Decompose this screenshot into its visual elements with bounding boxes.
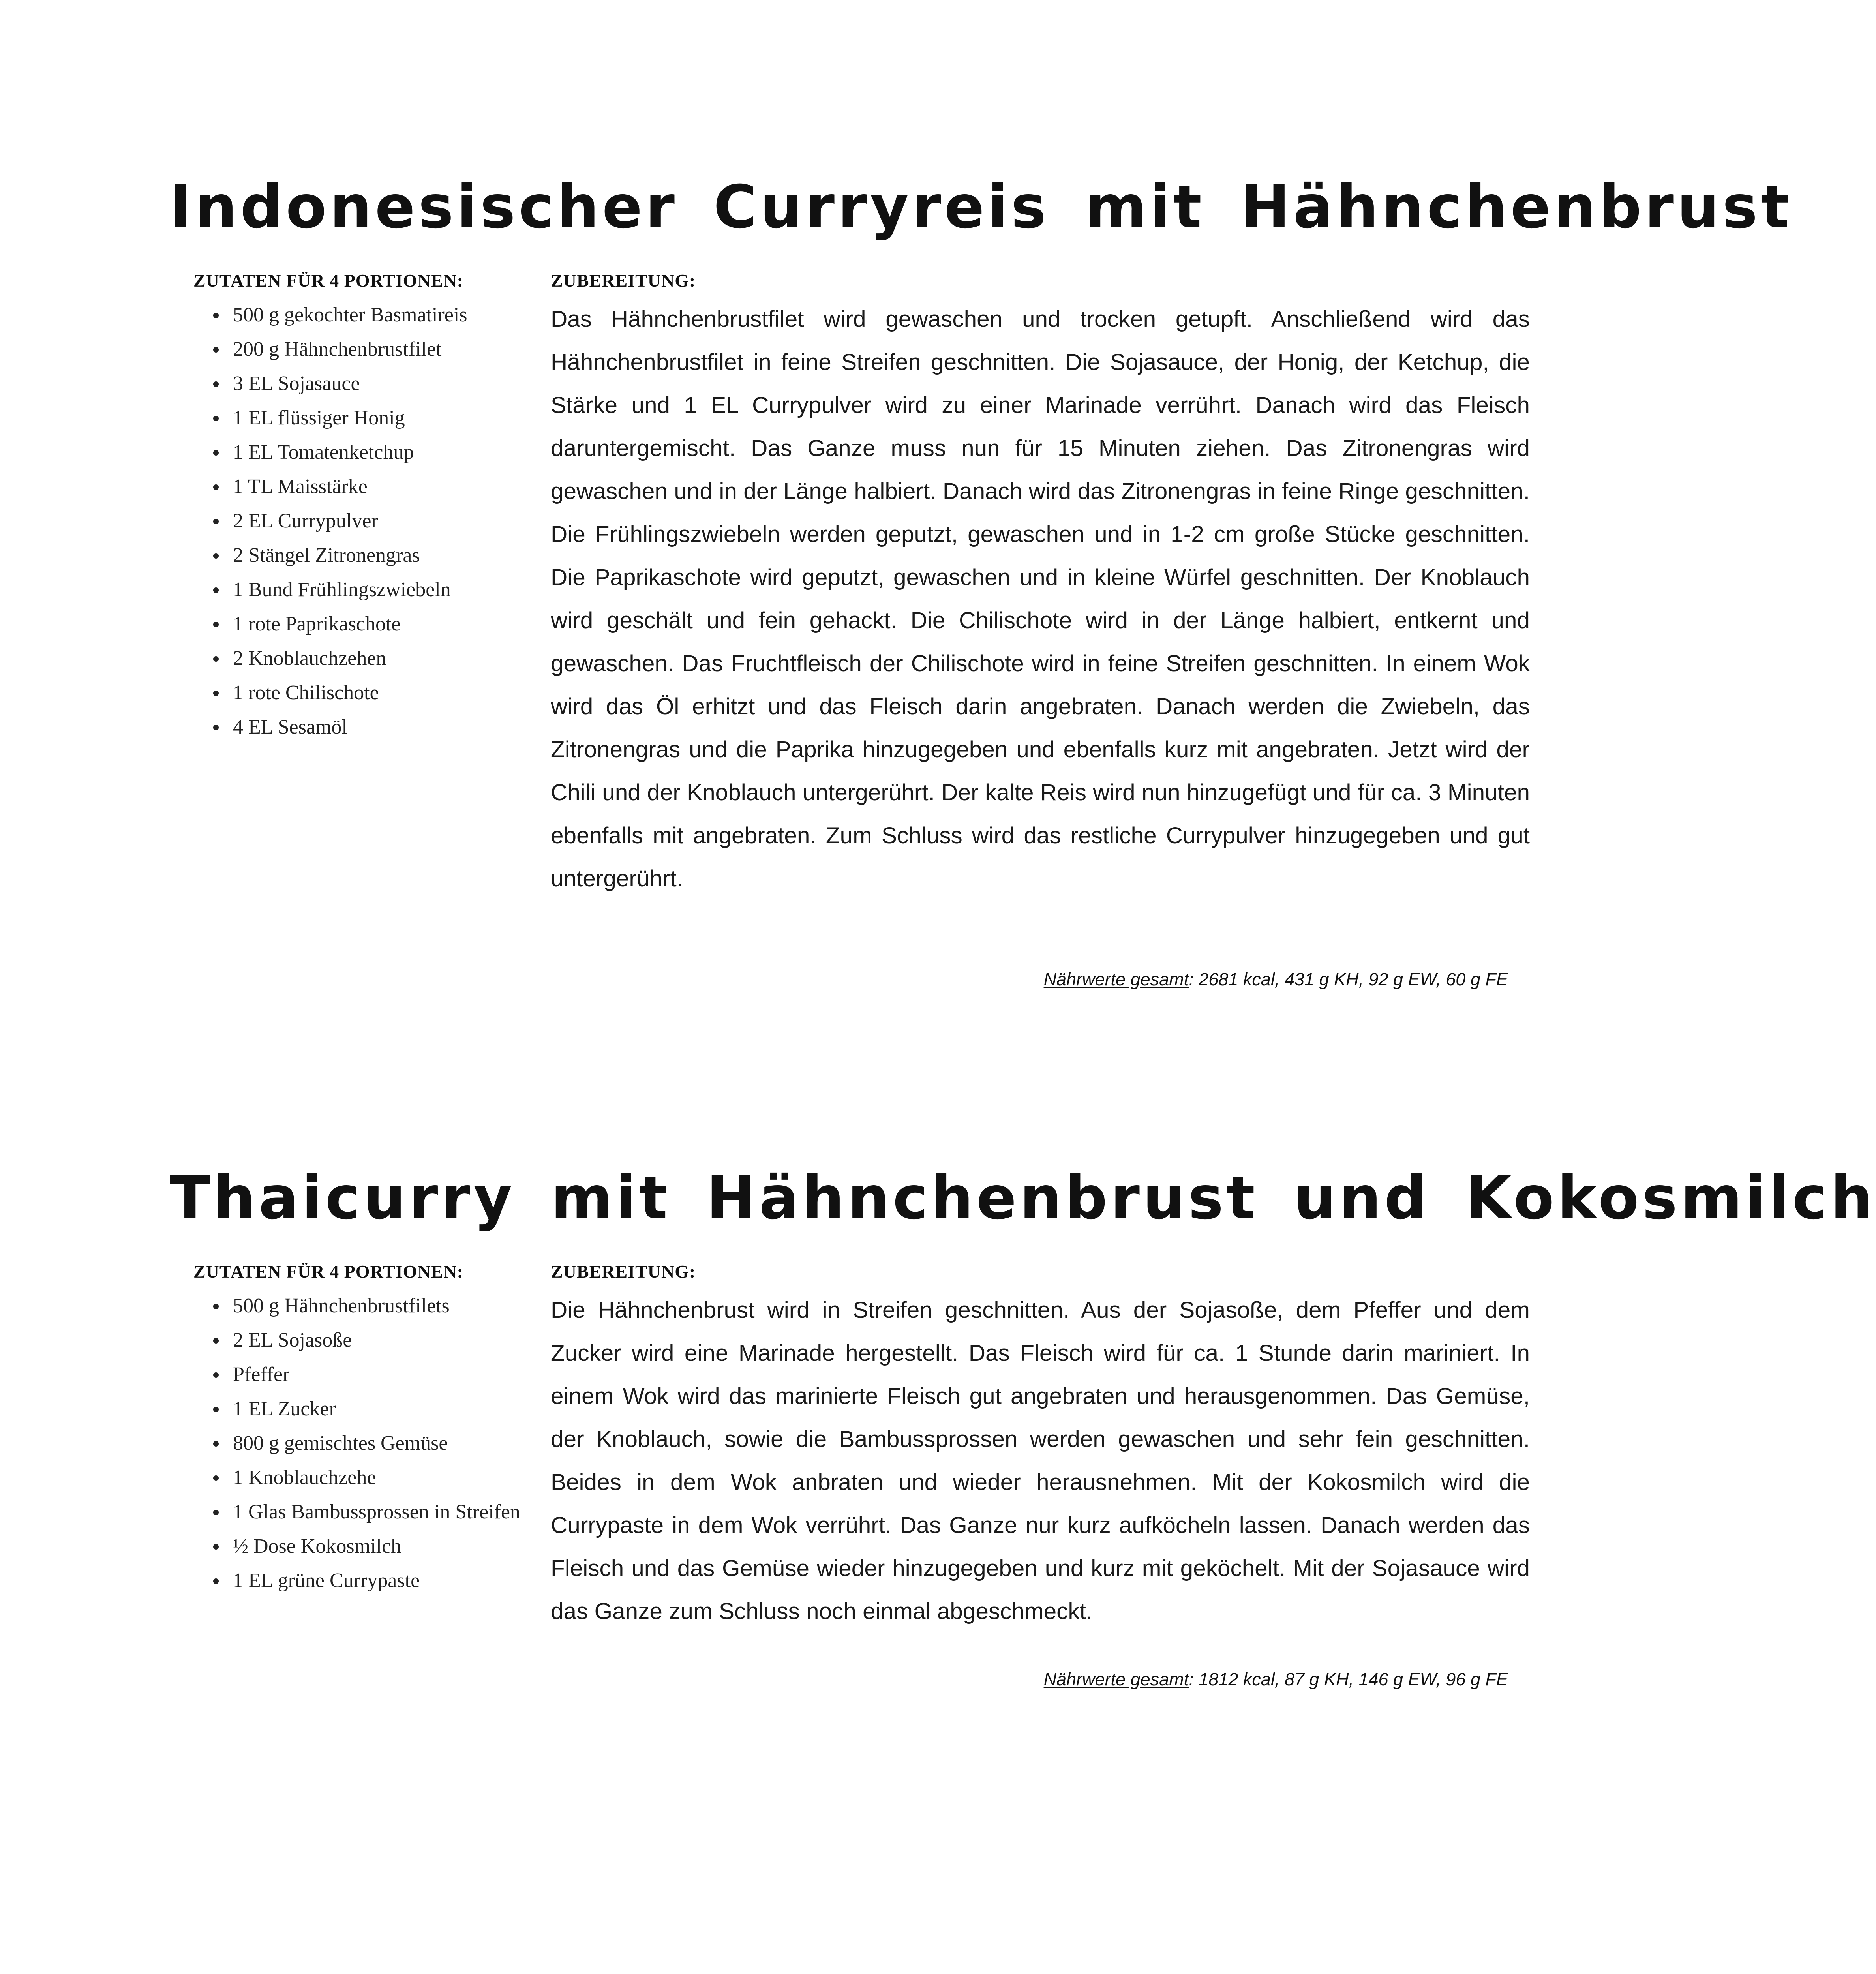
nutrition-label: Nährwerte gesamt	[1043, 1669, 1189, 1689]
preparation-text: Die Hähnchenbrust wird in Streifen geschnitten. Aus der Sojasoße, dem Pfeffer und dem Zucker wird eine Marinade hergestellt. Das Fleisch wird für ca. 1 Stunde darin mariniert. In einem Wok wird das marinierte Fleisch gut angebraten und herausgenommen. Das Gemüse, der Knoblauch, sowie die Bambussprossen werden gewaschen und sehr fein geschnitten. Beides in dem Wok anbraten und wieder herausnehmen. Mit der Kokosmilch wird die Currypaste in dem Wok verrührt. Das Ganze nur kurz aufköcheln lassen. Danach werden das Fleisch und das Gemüse wieder hinzugegeben und kurz mit geköchelt. Mit der Sojasauce wird das Ganze zum Schluss noch einmal abgeschmeckt.	[551, 1297, 1530, 1624]
nutrition-label: Nährwerte gesamt	[1043, 969, 1189, 989]
list-item: 1 Glas Bambussprossen in Streifen	[213, 1495, 521, 1529]
preparation-heading: ZUBEREITUNG:	[551, 1261, 696, 1282]
list-item: 1 EL Zucker	[213, 1392, 521, 1426]
ingredients-section	[193, 272, 521, 744]
list-item: 1 Knoblauchzehe	[213, 1460, 521, 1495]
preparation-heading: ZUBEREITUNG:	[551, 270, 696, 291]
ingredient-list	[193, 298, 521, 744]
ingredients-section	[193, 1263, 521, 1598]
preparation-text: Das Hähnchenbrustfilet wird gewaschen und trocken getupft. Anschließend wird das Hähnchenbrustfilet in feine Streifen geschnitten. Die Sojasauce, der Honig, der Ketchup, die Stärke und 1 EL Currypulver wird zu einer Marinade verrührt. Danach wird das Fleisch daruntergemischt. Das Ganze muss nun für 15 Minuten ziehen. Das Zitronengras wird gewaschen und in der Länge halbiert. Danach wird das Zitronengras in feine Ringe geschnitten. Die Frühlingszwiebeln werden geputzt, gewaschen und in 1-2 cm große Stücke geschnitten. Die Paprikaschote wird geputzt, gewaschen und in kleine Würfel geschnitten. Der Knoblauch wird geschält und fein gehackt. Die Chilischote wird in der Länge halbiert, entkernt und gewaschen. Das Fruchtfleisch der Chilischote wird in feine Streifen geschnitten. In einem Wok wird das Öl erhitzt und das Fleisch darin angebraten. Danach werden die Zwiebeln, das Zitronengras und die Paprika hinzugegeben und ebenfalls kurz mit angebraten. Jetzt wird der Chili und der Knoblauch untergerührt. Der kalte Reis wird nun hinzugefügt und für ca. 3 Minuten ebenfalls mit angebraten. Zum Schluss wird das restliche Currypulver hinzugegeben und gut untergerührt.	[551, 306, 1530, 891]
recipe-title: Thaicurry mit Hähnchenbrust und Kokosmilch	[170, 1164, 1876, 1233]
list-item: 1 EL grüne Currypaste	[213, 1563, 521, 1598]
list-item: 1 EL Tomatenketchup	[213, 435, 521, 469]
preparation-section	[551, 272, 1530, 900]
list-item: 500 g gekochter Basmatireis	[213, 298, 521, 332]
list-item: 2 Stängel Zitronengras	[213, 538, 521, 572]
list-item: 3 EL Sojasauce	[213, 366, 521, 401]
preparation-section	[551, 1263, 1530, 1633]
list-item: 2 Knoblauchzehen	[213, 641, 521, 676]
list-item: 2 EL Currypulver	[213, 504, 521, 538]
list-item: 2 EL Sojasoße	[213, 1323, 521, 1357]
list-item: 4 EL Sesamöl	[213, 710, 521, 744]
list-item: 1 rote Paprikaschote	[213, 607, 521, 641]
list-item: 500 g Hähnchenbrustfilets	[213, 1289, 521, 1323]
list-item: 200 g Hähnchenbrustfilet	[213, 332, 521, 366]
ingredients-heading: ZUTATEN FÜR 4 PORTIONEN:	[193, 1261, 463, 1282]
list-item: 800 g gemischtes Gemüse	[213, 1426, 521, 1460]
list-item: ½ Dose Kokosmilch	[213, 1529, 521, 1563]
nutrition-values: : 2681 kcal, 431 g KH, 92 g EW, 60 g FE	[1189, 969, 1508, 989]
nutrition-info	[1044, 969, 1508, 990]
list-item: Pfeffer	[213, 1357, 521, 1392]
list-item: 1 EL flüssiger Honig	[213, 401, 521, 435]
nutrition-info	[1044, 1669, 1508, 1690]
recipe-title: Indonesischer Curryreis mit Hähnchenbrust	[170, 173, 1792, 242]
ingredients-heading: ZUTATEN FÜR 4 PORTIONEN:	[193, 270, 463, 291]
nutrition-values: : 1812 kcal, 87 g KH, 146 g EW, 96 g FE	[1189, 1669, 1508, 1689]
list-item: 1 Bund Frühlingszwiebeln	[213, 572, 521, 607]
list-item: 1 rote Chilischote	[213, 676, 521, 710]
list-item: 1 TL Maisstärke	[213, 469, 521, 504]
ingredient-list	[193, 1289, 521, 1598]
